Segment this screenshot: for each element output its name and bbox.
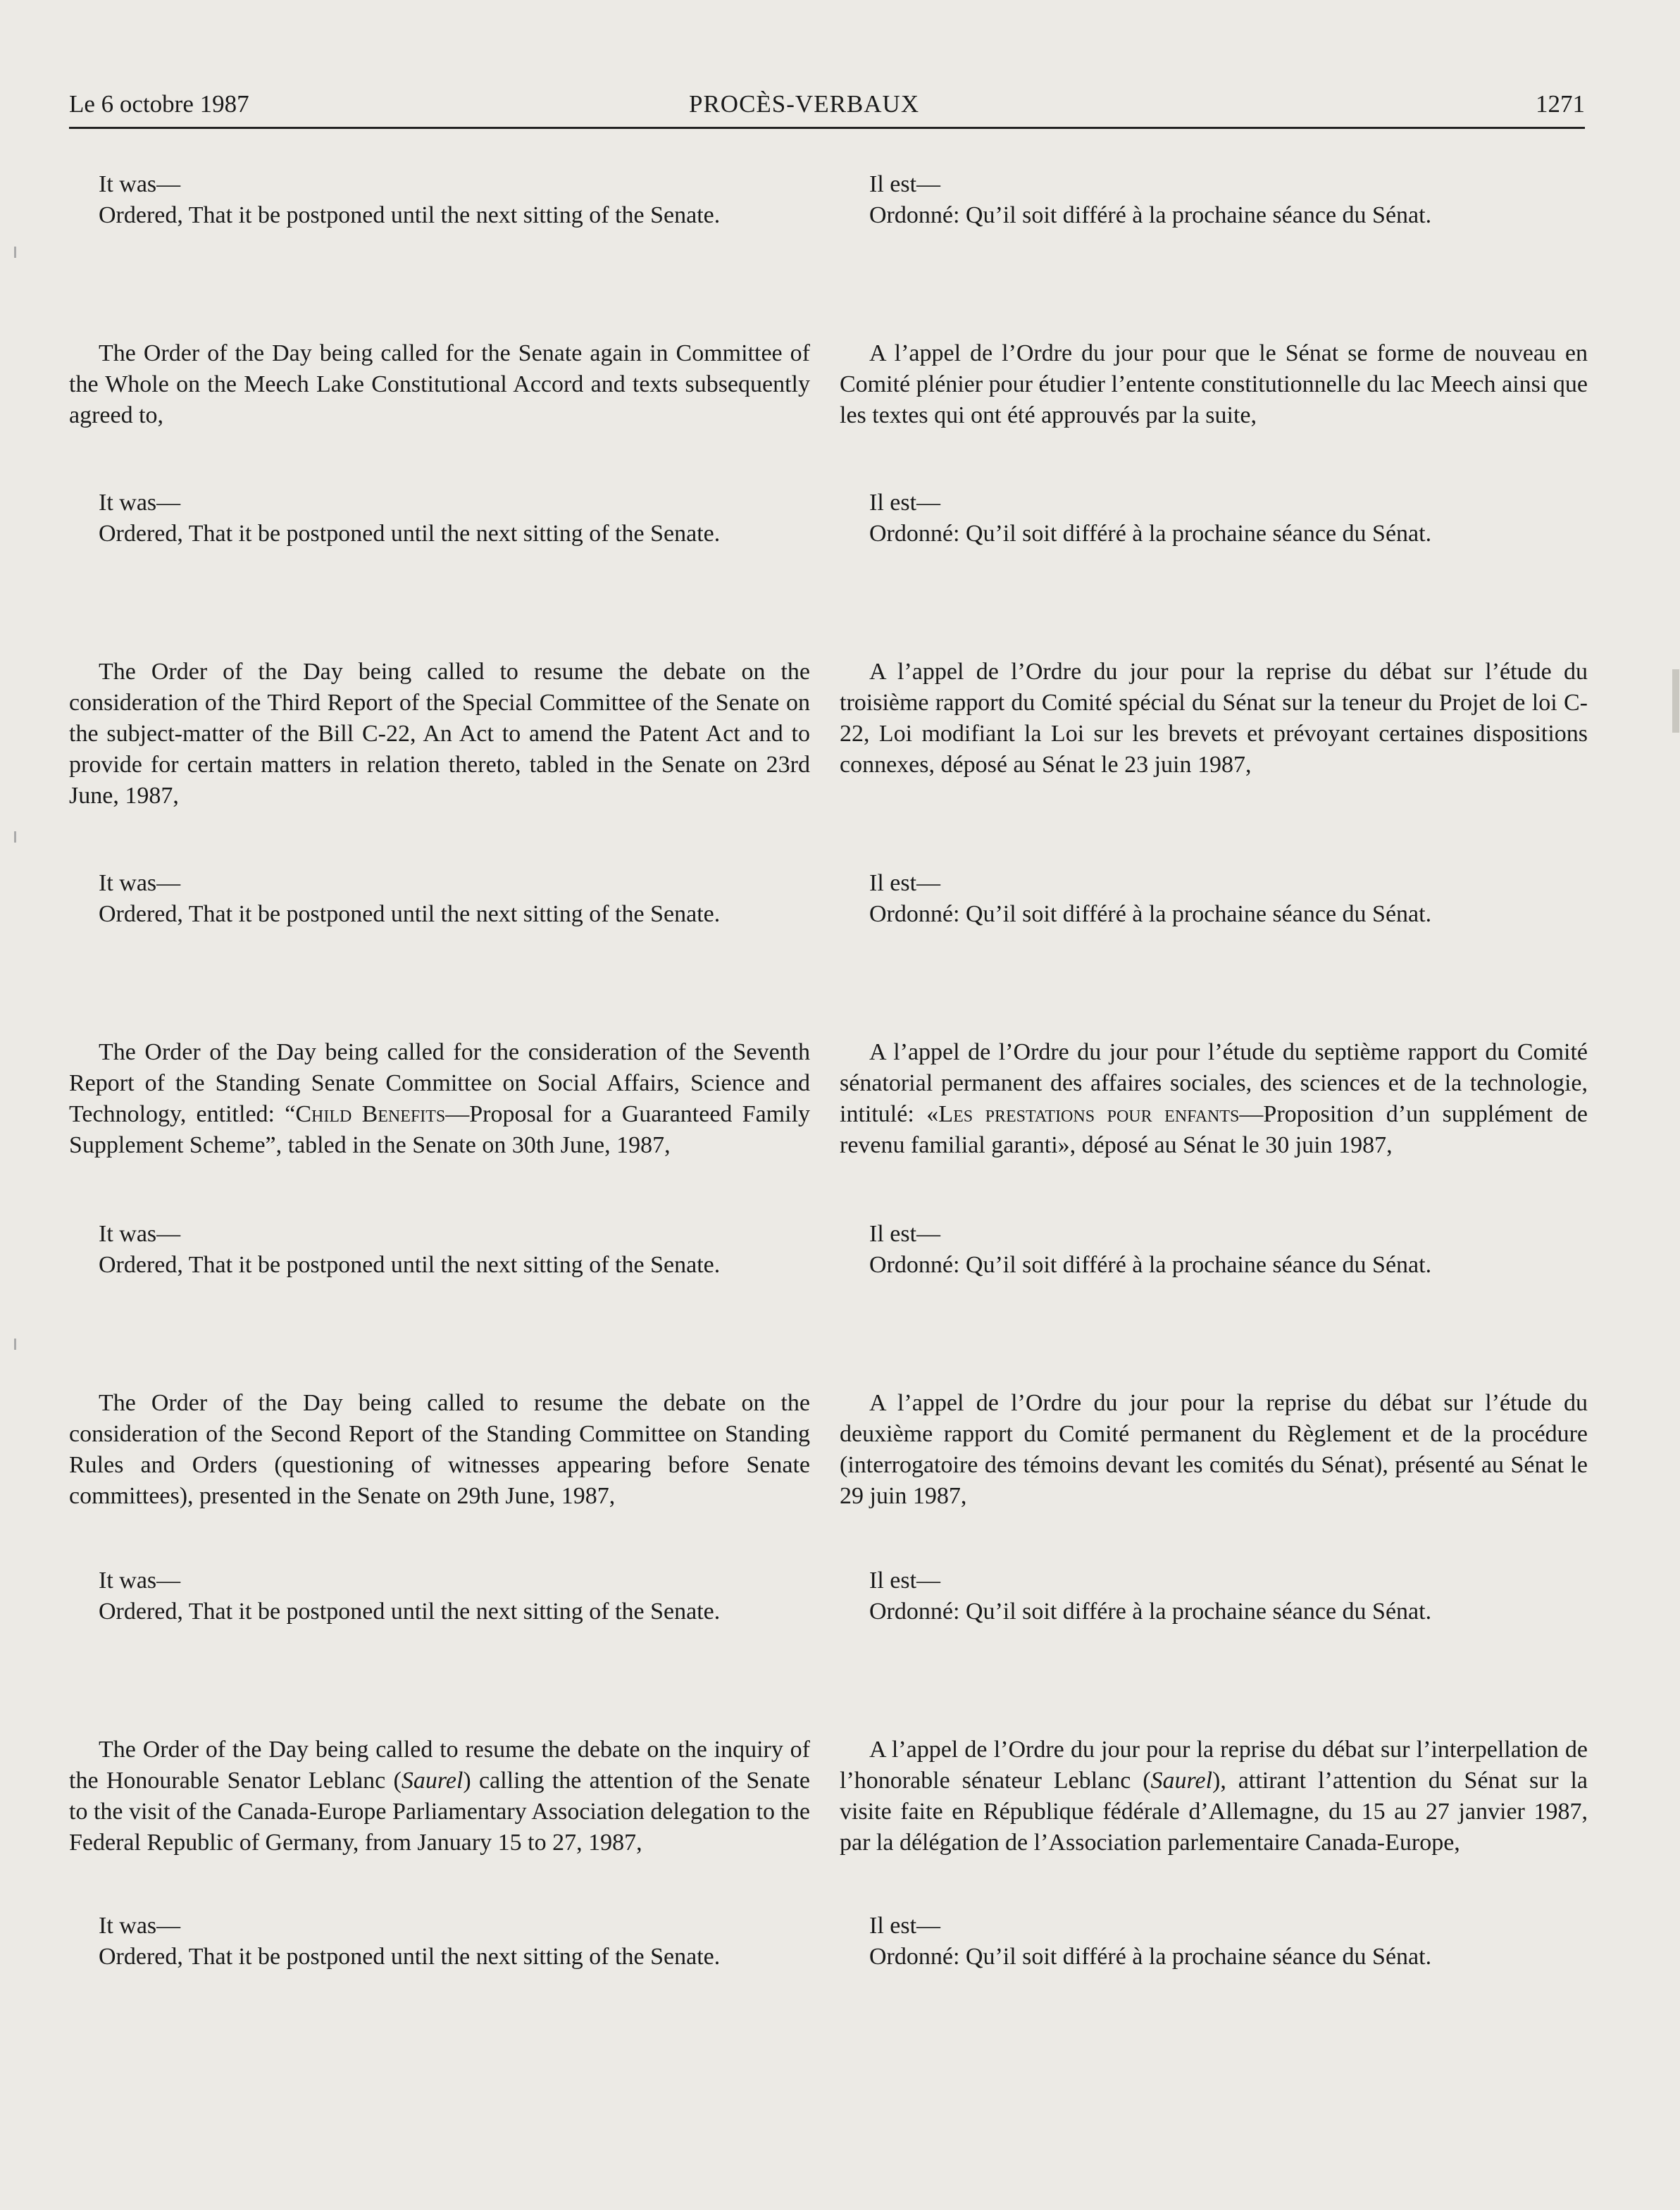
ordered-line: Ordered, That it be postponed until the next sitting of the Senate. [99, 1252, 721, 1278]
entry-2-en-result [69, 488, 810, 550]
ordonne-line: Ordonné: Qu’il soit différé à la prochaine séance du Sénat. [869, 1252, 1432, 1278]
il-est-line: Il est— [869, 1913, 941, 1939]
entry-2-fr [840, 338, 1588, 431]
it-was-line: It was— [99, 870, 181, 896]
it-was-line: It was— [99, 1221, 181, 1247]
il-est-line: Il est— [869, 1568, 941, 1594]
header-title: PROCÈS-VERBAUX [689, 90, 920, 118]
ordered-line: Ordered, That it be postponed until the next sitting of the Senate. [99, 1944, 721, 1970]
il-est-line: Il est— [869, 870, 941, 896]
entry-5-en [69, 1388, 810, 1512]
entry-4-en [69, 1037, 810, 1161]
entry-6-en [69, 1734, 810, 1858]
ordre-paragraph: A l’appel de l’Ordre du jour pour la reprise du débat sur l’étude du deuxième rapport du Comité permanent du Règlement et de la procédure (interrogatoire des témoins devant les comités du Sénat), présenté au Sénat le 29 juin 1987, [840, 1390, 1588, 1509]
il-est-line: Il est— [869, 171, 941, 197]
entry-3-en [69, 657, 810, 812]
entry-3-en-result [69, 868, 810, 930]
entry-4-en-result [69, 1219, 810, 1281]
order-paragraph: The Order of the Day being called to resume the debate on the consideration of the Second Report of the Standing Committee on Standing Rules and Orders (questioning of witnesses appearing before Senate committees), presented in the Senate on 29th June, 1987, [69, 1390, 810, 1509]
ordonne-line: Ordonné: Qu’il soit différé à la prochaine séance du Sénat. [869, 1944, 1432, 1970]
order-paragraph: The Order of the Day being called for the Senate again in Committee of the Whole on the Meech Lake Constitutional Accord and texts subsequently agreed to, [69, 340, 810, 428]
ordered-line: Ordered, That it be postponed until the next sitting of the Senate. [99, 202, 721, 228]
ordered-line: Ordered, That it be postponed until the next sitting of the Senate. [99, 901, 721, 927]
ordre-paragraph: A l’appel de l’Ordre du jour pour l’étude du septième rapport du Comité sénatorial permanent des affaires sociales, des sciences et de la technologie, intitulé: «Les prestations pour enfants—Proposition d’un supplément de revenu familial garanti», déposé au Sénat le 30 juin 1987, [840, 1039, 1588, 1158]
entry-5-fr [840, 1388, 1588, 1512]
ordered-line: Ordered, That it be postponed until the next sitting of the Senate. [99, 1598, 721, 1625]
ordonne-line: Ordonné: Qu’il soit différé à la prochaine séance du Sénat. [869, 202, 1432, 228]
entry-6-fr [840, 1734, 1588, 1858]
entry-6-fr-result [840, 1911, 1588, 1973]
entry-3-fr [840, 657, 1588, 781]
entry-5-en-result [69, 1565, 810, 1627]
entry-1-en [69, 169, 810, 231]
ordonne-line: Ordonné: Qu’il soit différe à la prochaine séance du Sénat. [869, 1598, 1432, 1625]
il-est-line: Il est— [869, 490, 941, 516]
page-edge-tab [1672, 669, 1679, 733]
order-paragraph: The Order of the Day being called to resume the debate on the inquiry of the Honourable Senator Leblanc (Saurel) calling the attention of the Senate to the visit of the Canada-Europe Parliamentary Association delegation to the Federal Republic of Germany, from January 15 to 27, 1987, [69, 1737, 810, 1856]
it-was-line: It was— [99, 171, 181, 197]
it-was-line: It was— [99, 490, 181, 516]
ordre-paragraph: A l’appel de l’Ordre du jour pour la reprise du débat sur l’étude du troisième rapport du Comité spécial du Sénat sur la teneur du Projet de loi C-22, Loi modifiant la Loi sur les brevets et prévoyant certaines dispositions connexes, déposé au Sénat le 23 juin 1987, [840, 659, 1588, 778]
ordonne-line: Ordonné: Qu’il soit différé à la prochaine séance du Sénat. [869, 521, 1432, 547]
ordered-line: Ordered, That it be postponed until the next sitting of the Senate. [99, 521, 721, 547]
entry-3-fr-result [840, 868, 1588, 930]
entry-5-fr-result [840, 1565, 1588, 1627]
margin-mark [14, 831, 16, 843]
ordonne-line: Ordonné: Qu’il soit différé à la prochaine séance du Sénat. [869, 901, 1432, 927]
order-paragraph: The Order of the Day being called to resume the debate on the consideration of the Third Report of the Special Committee of the Senate on the subject-matter of the Bill C-22, An Act to amend the Patent Act and to provide for certain matters in relation thereto, tabled in the Senate on 23rd June, 1987, [69, 659, 810, 809]
order-paragraph: The Order of the Day being called for the consideration of the Seventh Report of the Standing Senate Committee on Social Affairs, Science and Technology, entitled: “Child Benefits—Proposal for a Guaranteed Family Supplement Scheme”, tabled in the Senate on 30th June, 1987, [69, 1039, 811, 1158]
margin-mark [14, 1339, 16, 1350]
il-est-line: Il est— [869, 1221, 941, 1247]
running-header [69, 90, 1585, 128]
entry-4-fr [840, 1037, 1588, 1161]
it-was-line: It was— [99, 1913, 181, 1939]
it-was-line: It was— [99, 1568, 181, 1594]
entry-4-fr-result [840, 1219, 1588, 1281]
header-date: Le 6 octobre 1987 [69, 90, 249, 118]
ordre-paragraph: A l’appel de l’Ordre du jour pour que le Sénat se forme de nouveau en Comité plénier pour étudier l’entente constitutionnelle du lac Meech ainsi que les textes qui ont été approuvés par la suite, [840, 340, 1588, 428]
entry-1-fr [840, 169, 1588, 231]
entry-6-en-result [69, 1911, 810, 1973]
header-rule [69, 127, 1585, 129]
page-number: 1271 [1536, 90, 1585, 118]
ordre-paragraph: A l’appel de l’Ordre du jour pour la reprise du débat sur l’interpellation de l’honorable sénateur Leblanc (Saurel), attirant l’attention du Sénat sur la visite faite en République fédérale d’Allemagne, du 15 au 27 janvier 1987, par la délégation de l’Association parlementaire Canada-Europe, [840, 1737, 1588, 1856]
entry-2-fr-result [840, 488, 1588, 550]
margin-mark [14, 247, 16, 258]
entry-2-en [69, 338, 810, 431]
